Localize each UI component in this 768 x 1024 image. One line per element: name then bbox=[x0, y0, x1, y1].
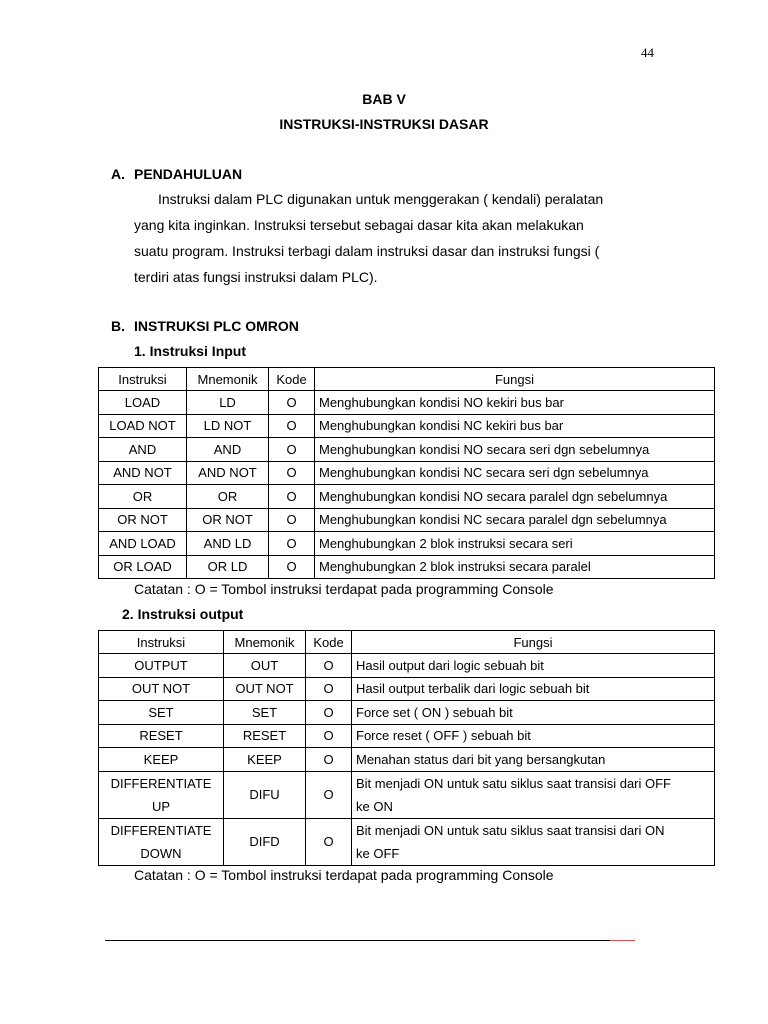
table-row bbox=[99, 748, 715, 772]
section-b-title: INSTRUKSI PLC OMRON bbox=[134, 318, 299, 334]
cell-instruksi bbox=[99, 771, 224, 818]
chapter-title: INSTRUKSI-INSTRUKSI DASAR bbox=[279, 116, 489, 132]
cell-instruksi: SET bbox=[99, 701, 224, 725]
output-heading: 2. Instruksi output bbox=[122, 606, 244, 622]
cell-fungsi: Menghubungkan kondisi NO secara paralel dgn sebelumnya bbox=[315, 485, 715, 509]
table-row bbox=[99, 771, 715, 818]
table-row bbox=[99, 654, 715, 678]
cell-fungsi bbox=[352, 771, 715, 818]
cell-mnemonik: DIFD bbox=[224, 818, 306, 865]
cell-kode: O bbox=[269, 438, 315, 462]
cell-fungsi: Force set ( ON ) sebuah bit bbox=[352, 701, 715, 725]
footer-rule bbox=[105, 940, 610, 941]
table-row bbox=[99, 677, 715, 701]
output-instruction-table bbox=[98, 630, 715, 866]
header-mnemonik: Mnemonik bbox=[224, 631, 306, 654]
cell-fungsi: Menghubungkan kondisi NC kekiri bus bar bbox=[315, 414, 715, 438]
cell-kode: O bbox=[269, 391, 315, 415]
cell-line: DIFFERENTIATE bbox=[110, 775, 212, 791]
cell-kode: O bbox=[306, 701, 352, 725]
cell-instruksi bbox=[99, 818, 224, 865]
header-instruksi: Instruksi bbox=[99, 631, 224, 654]
cell-kode: O bbox=[269, 485, 315, 509]
cell-fungsi: Hasil output terbalik dari logic sebuah bit bbox=[352, 677, 715, 701]
cell-instruksi: KEEP bbox=[99, 748, 224, 772]
section-b-marker: B. bbox=[111, 318, 125, 334]
header-instruksi: Instruksi bbox=[99, 368, 187, 391]
table-header-row bbox=[99, 631, 715, 654]
section-a-marker: A. bbox=[111, 166, 125, 182]
cell-mnemonik: AND bbox=[187, 438, 269, 462]
cell-mnemonik: OR LD bbox=[187, 555, 269, 579]
cell-instruksi: OR bbox=[99, 485, 187, 509]
table-row bbox=[99, 438, 715, 462]
header-fungsi: Fungsi bbox=[315, 368, 715, 391]
cell-kode: O bbox=[306, 654, 352, 678]
cell-fungsi: Menghubungkan 2 blok instruksi secara seri bbox=[315, 532, 715, 556]
cell-kode: O bbox=[269, 532, 315, 556]
cell-mnemonik: DIFU bbox=[224, 771, 306, 818]
cell-line: DOWN bbox=[140, 845, 182, 861]
footer-rule-accent bbox=[610, 940, 635, 941]
table-row bbox=[99, 508, 715, 532]
cell-fungsi bbox=[352, 818, 715, 865]
section-a-title: PENDAHULUAN bbox=[134, 166, 243, 182]
table-row bbox=[99, 701, 715, 725]
cell-fungsi: Menghubungkan 2 blok instruksi secara paralel bbox=[315, 555, 715, 579]
intro-line: yang kita inginkan. Instruksi tersebut sebagai dasar kita akan melakukan bbox=[134, 217, 584, 233]
intro-line: terdiri atas fungsi instruksi dalam PLC). bbox=[134, 269, 378, 285]
cell-mnemonik: LD NOT bbox=[187, 414, 269, 438]
cell-kode: O bbox=[306, 748, 352, 772]
cell-mnemonik: OR NOT bbox=[187, 508, 269, 532]
table-header-row bbox=[99, 368, 715, 391]
table-row bbox=[99, 818, 715, 865]
cell-instruksi: OR LOAD bbox=[99, 555, 187, 579]
cell-instruksi: OR NOT bbox=[99, 508, 187, 532]
cell-mnemonik: OUT NOT bbox=[224, 677, 306, 701]
cell-line: Bit menjadi ON untuk satu siklus saat transisi dari ON bbox=[356, 822, 665, 838]
cell-mnemonik: LD bbox=[187, 391, 269, 415]
cell-instruksi: AND bbox=[99, 438, 187, 462]
input-heading: 1. Instruksi Input bbox=[134, 343, 247, 359]
table-row bbox=[99, 555, 715, 579]
cell-mnemonik: KEEP bbox=[224, 748, 306, 772]
output-note: Catatan : O = Tombol instruksi terdapat pada programming Console bbox=[134, 867, 554, 883]
cell-instruksi: AND NOT bbox=[99, 461, 187, 485]
header-mnemonik: Mnemonik bbox=[187, 368, 269, 391]
cell-fungsi: Hasil output dari logic sebuah bit bbox=[352, 654, 715, 678]
cell-kode: O bbox=[269, 414, 315, 438]
cell-instruksi: OUT NOT bbox=[99, 677, 224, 701]
cell-kode: O bbox=[306, 724, 352, 748]
header-fungsi: Fungsi bbox=[352, 631, 715, 654]
cell-fungsi: Menghubungkan kondisi NC secara seri dgn sebelumnya bbox=[315, 461, 715, 485]
table-row bbox=[99, 391, 715, 415]
page-number: 44 bbox=[641, 45, 654, 60]
cell-mnemonik: OUT bbox=[224, 654, 306, 678]
cell-mnemonik: AND LD bbox=[187, 532, 269, 556]
cell-instruksi: OUTPUT bbox=[99, 654, 224, 678]
cell-instruksi: LOAD bbox=[99, 391, 187, 415]
cell-fungsi: Menghubungkan kondisi NO secara seri dgn sebelumnya bbox=[315, 438, 715, 462]
cell-line: UP bbox=[151, 798, 171, 814]
input-note: Catatan : O = Tombol instruksi terdapat pada programming Console bbox=[134, 581, 554, 597]
cell-line: Bit menjadi ON untuk satu siklus saat transisi dari OFF bbox=[356, 775, 672, 791]
input-instruction-table bbox=[98, 367, 715, 579]
cell-line: ke OFF bbox=[356, 845, 400, 861]
cell-mnemonik: OR bbox=[187, 485, 269, 509]
cell-instruksi: AND LOAD bbox=[99, 532, 187, 556]
intro-line: suatu program. Instruksi terbagi dalam instruksi dasar dan instruksi fungsi ( bbox=[134, 243, 600, 259]
table-row bbox=[99, 461, 715, 485]
header-kode: Kode bbox=[306, 631, 352, 654]
cell-line: DIFFERENTIATE bbox=[110, 822, 212, 838]
cell-kode: O bbox=[306, 771, 352, 818]
cell-mnemonik: SET bbox=[224, 701, 306, 725]
cell-mnemonik: RESET bbox=[224, 724, 306, 748]
table-row bbox=[99, 414, 715, 438]
cell-kode: O bbox=[269, 461, 315, 485]
cell-instruksi: RESET bbox=[99, 724, 224, 748]
cell-mnemonik: AND NOT bbox=[187, 461, 269, 485]
cell-fungsi: Menahan status dari bit yang bersangkutan bbox=[352, 748, 715, 772]
header-kode: Kode bbox=[269, 368, 315, 391]
cell-kode: O bbox=[269, 508, 315, 532]
table-row bbox=[99, 485, 715, 509]
cell-kode: O bbox=[306, 677, 352, 701]
cell-line: ke ON bbox=[356, 798, 393, 814]
intro-paragraph bbox=[134, 186, 657, 290]
intro-line: Instruksi dalam PLC digunakan untuk menggerakan ( kendali) peralatan bbox=[158, 191, 604, 207]
cell-kode: O bbox=[269, 555, 315, 579]
table-row bbox=[99, 724, 715, 748]
cell-fungsi: Force reset ( OFF ) sebuah bit bbox=[352, 724, 715, 748]
chapter-label: BAB V bbox=[362, 91, 406, 107]
cell-fungsi: Menghubungkan kondisi NO kekiri bus bar bbox=[315, 391, 715, 415]
cell-kode: O bbox=[306, 818, 352, 865]
cell-instruksi: LOAD NOT bbox=[99, 414, 187, 438]
cell-fungsi: Menghubungkan kondisi NC secara paralel dgn sebelumnya bbox=[315, 508, 715, 532]
table-row bbox=[99, 532, 715, 556]
